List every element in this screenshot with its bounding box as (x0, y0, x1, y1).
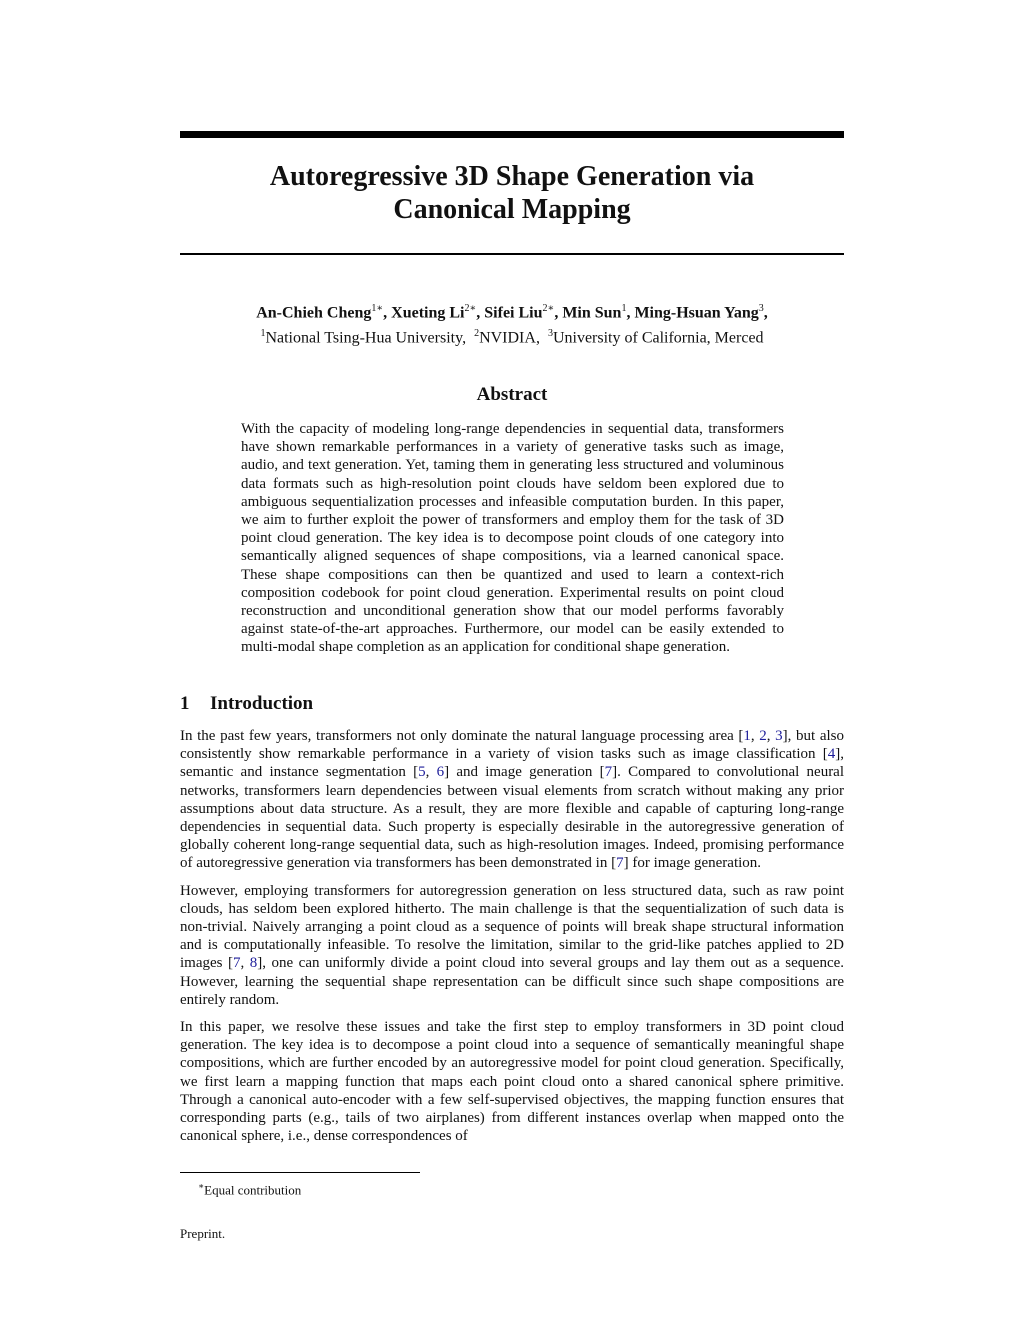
author-name: Sifei Liu (484, 304, 543, 322)
section-number: 1 (180, 693, 190, 714)
author-mark: 1 (621, 303, 627, 314)
affiliations (150, 323, 874, 348)
abstract-heading: Abstract (476, 384, 548, 405)
citation-link[interactable]: 8 (249, 955, 258, 972)
author-mark: 1∗ (371, 303, 384, 314)
author-mark: 2∗ (542, 303, 555, 314)
citation-link[interactable]: 6 (436, 764, 445, 781)
affiliation-mark: 3 (547, 328, 553, 340)
affiliation: National Tsing-Hua University, (265, 329, 467, 347)
text-run: ] and image generation [ (444, 764, 605, 781)
text-run: ] for image generation. (623, 855, 762, 872)
citation-link[interactable]: 2 (759, 728, 767, 744)
paragraph: In the past few years, transformers not only dominate the natural language processing area [1, 2, 3], but also consistently show remarkable performance in a variety of vision tasks such as image classification [4], semantic and instance segmentation [5, 6] and image generation [7]. Compared to convolutional neural networks, transformers learn dependencies between visual elements from scratch without making any prior assumptions about data structure. As a result, they are more flexible and capable of capturing long-range dependencies in sequential data. Such property is especially desirable in the autoregressive generation of globally coherent long-range sequential data, such as high-resolution images. Indeed, promising performance of autoregressive generation via transformers has been demonstrated in [7] for image generation. (180, 728, 845, 872)
author-name: An-Chieh Cheng (256, 304, 372, 322)
affiliation-mark: 2 (474, 328, 480, 340)
body-text (180, 727, 844, 1154)
affiliation: University of California, Merced (552, 329, 764, 347)
text-run: ]. Compared to convolutional neural networks, transformers learn dependencies between visual elements from scratch without making any prior assumptions about data structure. As a result, they are more flexible and capable of capturing long-range dependencies in sequential data. Such property is especially desirable in the autoregressive generation of globally coherent long-range sequential data, such as high-resolution images. Indeed, promising performance of autoregressive generation via transformers has been demonstrated in [ (180, 764, 845, 872)
title-line-1: Autoregressive 3D Shape Generation via (269, 161, 755, 192)
citation-link[interactable]: 7 (616, 855, 624, 872)
affiliation-mark: 1 (260, 328, 266, 340)
author-mark: 2∗ (464, 303, 477, 314)
paragraph: In this paper, we resolve these issues and take the first step to employ transformers in 3D point cloud generation. The key idea is to decompose a point cloud into a sequence of semantically meaningful shape compositions, which are further encoded by an autoregressive model for point cloud generation. Specifically, we first learn a mapping function that maps each point cloud onto a shared canonical sphere primitive. Through a canonical auto-encoder with a few self-supervised objectives, the mapping function ensures that corresponding parts (e.g., tails of two airplanes) from different instances overlap when mapped onto the canonical sphere, i.e., dense correspondences of (180, 1019, 844, 1145)
section-heading (180, 693, 844, 715)
author-mark: 3 (758, 303, 764, 314)
citation-link[interactable]: 5 (418, 764, 426, 781)
author-block (150, 298, 874, 349)
footnote-mark: ∗ (198, 1181, 205, 1191)
text-run: ], one can uniformly divide a point cloud into several groups and lay them out as a sequence. However, learning the sequential shape representation can be difficult since such shape compositions are entirely random. (180, 955, 845, 1008)
author-name: Ming-Hsuan Yang (634, 304, 759, 322)
footnote-text: Equal contribution (204, 1182, 302, 1198)
title-bottom-rule (180, 253, 844, 255)
text-run: ], but also consistently show remarkable performance in a variety of vision tasks such as image classification [ (180, 728, 845, 763)
citation-link[interactable]: 7 (233, 955, 241, 972)
citation-link[interactable]: 7 (604, 764, 613, 781)
text-run: However, employing transformers for autoregression generation on less structured data, such as raw point clouds, has seldom been explored hitherto. The main challenge is that the sequentialization of such data is non-trivial. Naively arranging a point cloud as a sequence of points will break shape structural information and is computationally infeasible. To resolve the limitation, similar to the grid-like patches applied to 2D images [ (180, 882, 844, 972)
abstract-text: With the capacity of modeling long-range dependencies in sequential data, transformers have shown remarkable performances in a variety of generative tasks such as image, audio, and text generation. Yet, taming them in generating less structured and voluminous data formats such as high-resolution point clouds have seldom been explored due to ambiguous sequentialization processes and infeasible computation burden. In this paper, we aim to further exploit the power of transformers and employ them for the task of 3D point cloud generation. The key idea is to decompose point clouds of one category into semantically aligned sequences of shape compositions, via a learned canonical space. These shape compositions can then be quantized and used to learn a context-rich composition codebook for point cloud generation. Experimental results on point cloud reconstruction and unconditional generation show that our model performs favorably against state-of-the-art approaches. Furthermore, our model can be easily extended to multi-modal shape completion as an application for conditional shape generation. (241, 421, 784, 656)
footnote (198, 1178, 301, 1198)
section-title: Introduction (210, 693, 314, 714)
paper-title (180, 160, 844, 226)
footnote-rule (180, 1172, 420, 1173)
text-run: In the past few years, transformers not only dominate the natural language processing area [ (180, 728, 744, 744)
text-run: ], semantic and instance segmentation [ (180, 746, 844, 781)
author-name: Xueting Li (391, 304, 465, 322)
title-line-2: Canonical Mapping (393, 194, 631, 225)
author-name: Min Sun (562, 304, 622, 322)
preprint-footer: Preprint. (180, 1226, 226, 1241)
paragraph: However, employing transformers for autoregression generation on less structured data, such as raw point clouds, has seldom been explored hitherto. The main challenge is that the sequentialization of such data is non-trivial. Naively arranging a point cloud as a sequence of points will break shape structural information and is computationally infeasible. To resolve the limitation, similar to the grid-like patches applied to 2D images [7, 8], one can uniformly divide a point cloud into several groups and lay them out as a sequence. However, learning the sequential shape representation can be difficult since such shape compositions are entirely random. (180, 882, 845, 1008)
citation-link[interactable]: 3 (775, 728, 783, 744)
citation-link[interactable]: 1 (743, 728, 751, 744)
affiliation: NVIDIA, (479, 329, 540, 347)
title-top-rule (180, 131, 844, 138)
citation-link[interactable]: 4 (827, 746, 836, 763)
author-names: An-Chieh Cheng$^{1∗}$, Xueting $Li^{2∗}$, Sifei Liu$^{2∗}$, Min Sun$^1$, Ming-Hsuan Yang$^3$, (256, 303, 768, 322)
